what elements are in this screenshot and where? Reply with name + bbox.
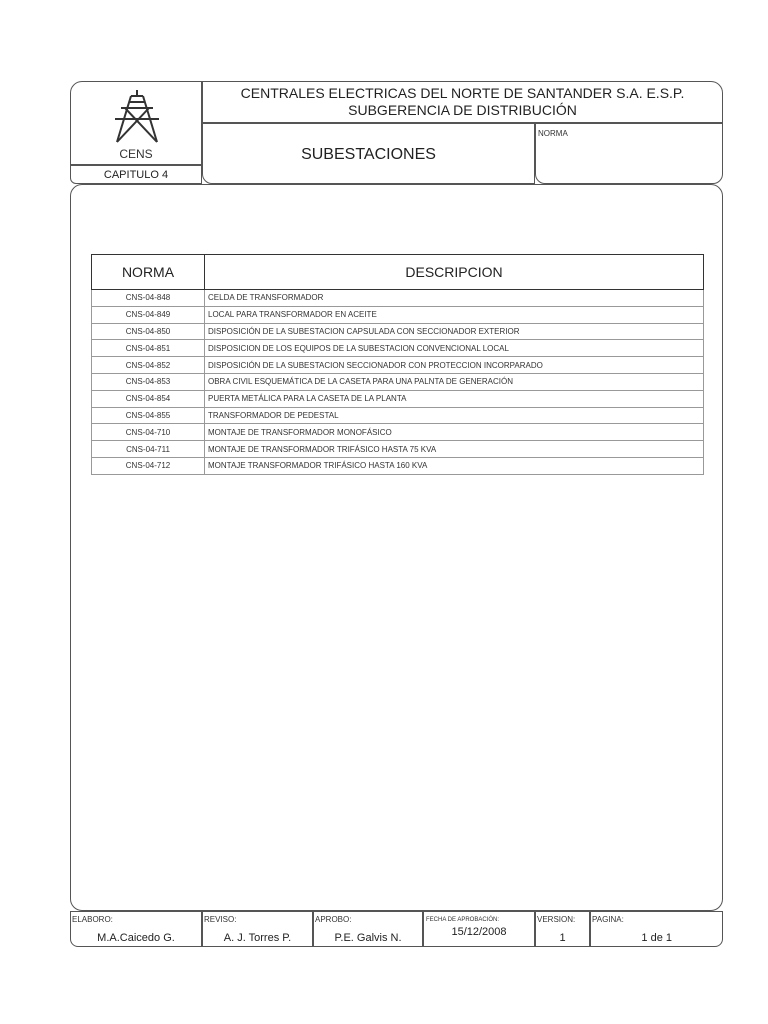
fecha-value: 15/12/2008	[451, 926, 507, 938]
version-value: 1	[559, 932, 566, 944]
logo-text: CENS	[119, 147, 153, 161]
row-description: TRANSFORMADOR DE PEDESTAL	[205, 407, 704, 424]
header-norma: NORMA	[92, 255, 205, 290]
norma-label: NORMA	[538, 129, 568, 138]
pagina-value: 1 de 1	[641, 932, 672, 944]
row-description: PUERTA METÁLICA PARA LA CASETA DE LA PLANTA	[205, 390, 704, 407]
company-division: SUBGERENCIA DE DISTRIBUCIÓN	[348, 102, 577, 118]
table-row	[92, 373, 704, 390]
table-row	[92, 424, 704, 441]
footer-pagina	[590, 911, 723, 947]
row-description: DISPOSICION DE LOS EQUIPOS DE LA SUBESTACION CONVENCIONAL LOCAL	[205, 340, 704, 357]
company-header	[202, 81, 723, 123]
row-description: OBRA CIVIL ESQUEMÁTICA DE LA CASETA PARA UNA PALNTA DE GENERACIÓN	[205, 373, 704, 390]
norma-box	[535, 123, 723, 184]
table-header-row	[92, 255, 704, 290]
footer-reviso	[202, 911, 313, 947]
chapter-label: CAPITULO 4	[70, 165, 202, 184]
table-row	[92, 457, 704, 474]
table-row	[92, 323, 704, 340]
table-row	[92, 290, 704, 307]
norms-table	[91, 254, 704, 475]
row-code: CNS-04-854	[92, 390, 205, 407]
footer-version	[535, 911, 590, 947]
row-description: LOCAL PARA TRANSFORMADOR EN ACEITE	[205, 306, 704, 323]
row-description: MONTAJE DE TRANSFORMADOR MONOFÁSICO	[205, 424, 704, 441]
footer-fecha	[423, 911, 535, 947]
header-descripcion: DESCRIPCION	[205, 255, 704, 290]
row-description: CELDA DE TRANSFORMADOR	[205, 290, 704, 307]
elaboro-label: ELABORO:	[72, 915, 113, 924]
row-description: DISPOSICIÓN DE LA SUBESTACION CAPSULADA CON SECCIONADOR EXTERIOR	[205, 323, 704, 340]
row-code: CNS-04-853	[92, 373, 205, 390]
row-code: CNS-04-851	[92, 340, 205, 357]
version-label: VERSION:	[537, 915, 576, 924]
table-row	[92, 390, 704, 407]
row-code: CNS-04-712	[92, 457, 205, 474]
row-description: DISPOSICIÓN DE LA SUBESTACION SECCIONADOR CON PROTECCION INCORPARADO	[205, 357, 704, 374]
table-row	[92, 306, 704, 323]
footer-elaboro	[70, 911, 202, 947]
aprobo-value: P.E. Galvis N.	[334, 932, 402, 944]
fecha-label: FECHA DE APROBACIÓN:	[426, 917, 500, 923]
table-row	[92, 340, 704, 357]
pagina-label: PAGINA:	[592, 915, 624, 924]
company-name: CENTRALES ELECTRICAS DEL NORTE DE SANTANDER S.A. E.S.P.	[240, 85, 685, 101]
table-row	[92, 407, 704, 424]
reviso-value: A. J. Torres P.	[223, 932, 292, 944]
elaboro-value: M.A.Caicedo G.	[97, 932, 175, 944]
logo-box	[70, 81, 202, 165]
row-code: CNS-04-710	[92, 424, 205, 441]
row-code: CNS-04-852	[92, 357, 205, 374]
table-row	[92, 357, 704, 374]
row-code: CNS-04-855	[92, 407, 205, 424]
row-code: CNS-04-848	[92, 290, 205, 307]
transmission-tower-icon	[111, 88, 163, 144]
table-row	[92, 441, 704, 458]
row-description: MONTAJE DE TRANSFORMADOR TRIFÁSICO HASTA 75 KVA	[205, 441, 704, 458]
footer-aprobo	[313, 911, 423, 947]
row-code: CNS-04-850	[92, 323, 205, 340]
row-code: CNS-04-711	[92, 441, 205, 458]
row-code: CNS-04-849	[92, 306, 205, 323]
reviso-label: REVISO:	[204, 915, 237, 924]
aprobo-label: APROBO:	[315, 915, 352, 924]
section-title: SUBESTACIONES	[202, 123, 535, 184]
row-description: MONTAJE TRANSFORMADOR TRIFÁSICO HASTA 160 KVA	[205, 457, 704, 474]
